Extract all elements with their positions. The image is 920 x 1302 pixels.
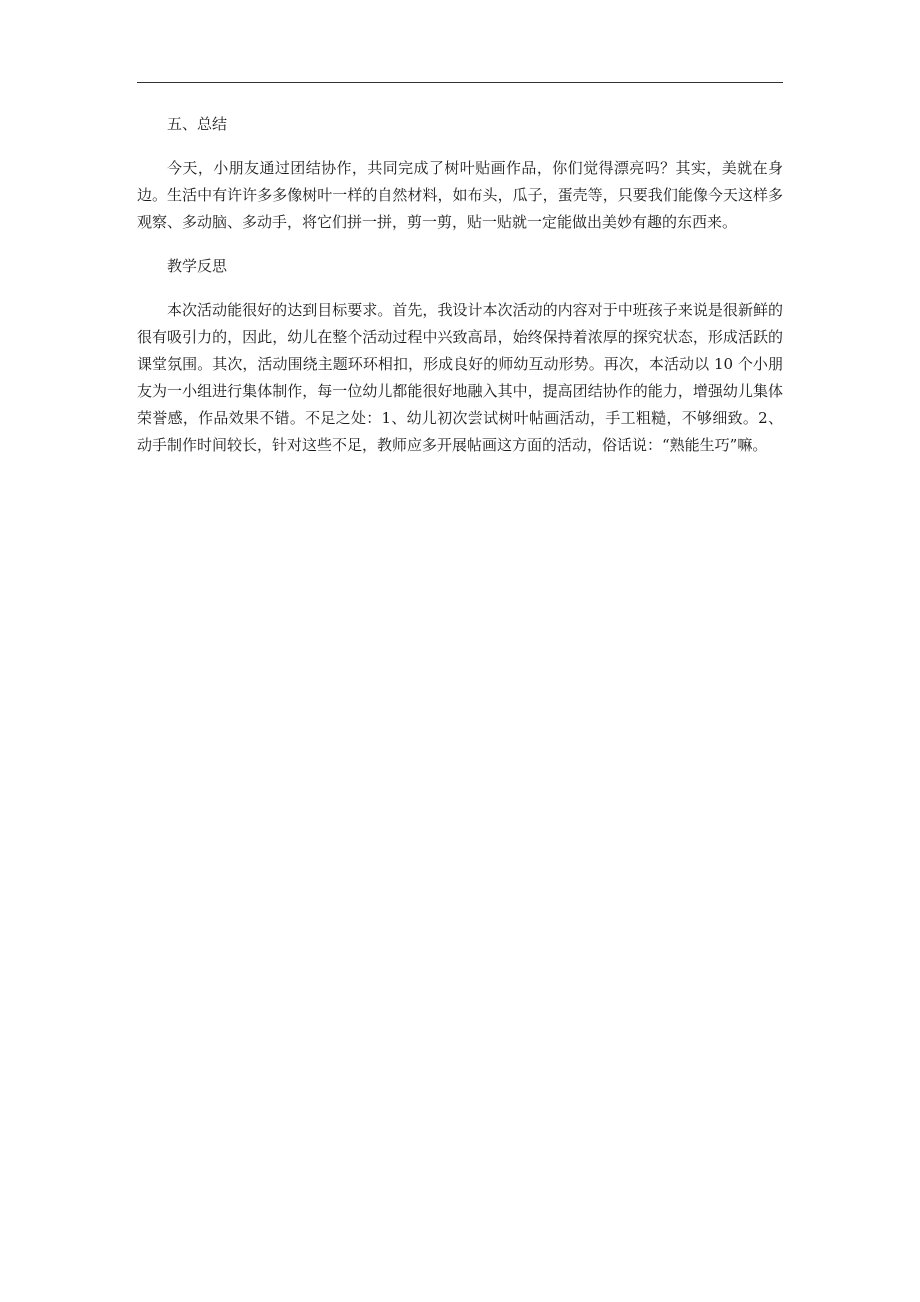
document-body [137, 111, 783, 459]
spacer [137, 236, 783, 253]
reflection-paragraph: 本次活动能很好的达到目标要求。首先，我设计本次活动的内容对于中班孩子来说是很新鲜的很有吸引力的，因此，幼儿在整个活动过程中兴致高昂，始终保持着浓厚的探究状态，形成活跃的课堂氛围。其次，活动围绕主题环环相扣，形成良好的师幼互动形势。再次，本活动以 10 个小朋友为一小组进行集体制作，每一位幼儿都能很好地融入其中，提高团结协作的能力，增强幼儿集体荣誉感，作品效果不错。不足之处：1、幼儿初次尝试树叶帖画活动，手工粗糙，不够细致。2、动手制作时间较长，针对这些不足，教师应多开展帖画这方面的活动，俗话说：“熟能生巧”嘛。 [137, 301, 783, 454]
summary-paragraph: 今天，小朋友通过团结协作，共同完成了树叶贴画作品，你们觉得漂亮吗？其实，美就在身边。生活中有许许多多像树叶一样的自然材料，如布头，瓜子，蛋壳等，只要我们能像今天这样多观察、多动脑、多动手，将它们拼一拼，剪一剪，贴一贴就一定能做出美妙有趣的东西来。 [137, 159, 783, 231]
header-rule [137, 82, 783, 83]
section-heading: 五、总结 [167, 115, 228, 133]
spacer [137, 138, 783, 155]
reflection-heading: 教学反思 [167, 257, 228, 275]
spacer [137, 280, 783, 297]
